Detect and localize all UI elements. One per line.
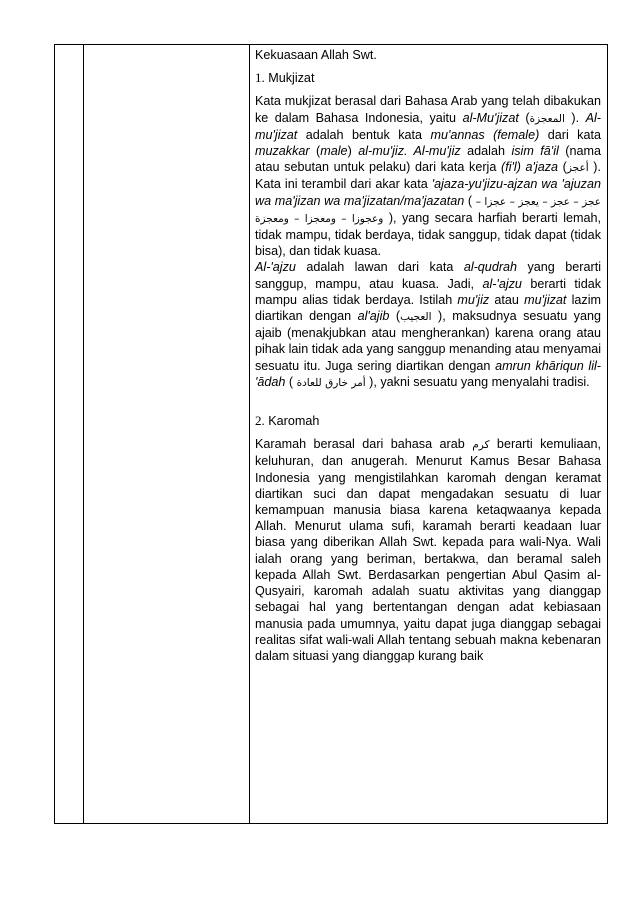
paragraph-karomah-definition [255,436,601,664]
paragraph-mukjizat-definition [255,93,601,259]
italic-term: mu'jiz [457,292,490,307]
italic-term: 'ajaza-yu'jizu-ajzan wa 'ajuzan wa ma'jizan wa ma'jizatan/ma'jazatan [255,177,601,208]
section-heading-karomah [255,413,601,429]
italic-term: Al-'ajzu [255,260,296,275]
italic-term: mu'jizat [524,292,567,307]
text-run: ). Kata ini terambil dari akar kata [255,160,601,192]
arabic-term: المعجزة [529,112,565,125]
text-run: berarti tidak mampu alias tidak berdaya. Istilah [255,276,602,307]
text-run: dari kata [539,127,601,142]
document-table [54,44,608,824]
text-run: yang berarti sanggup, mampu, atau kuasa. Jadi, [255,260,601,291]
text-run: ( [464,193,476,208]
italic-term: male [320,144,348,159]
text-run: ), yakni sesuatu yang menyalahi tradisi. [365,374,590,389]
arabic-term: أعجز [566,162,589,175]
italic-term: al-mu'jiz. Al-mu'jiz [358,144,461,159]
paragraph-al-ajzu [255,259,601,391]
text-run: berarti kemuliaan, keluhuran, dan anugerah. Menurut Kamus Besar Bahasa Indonesia yang mengistilahkan karomah dengan keramat diartikan suci dan dapat mengadakan sesuatu di luar kemampuan manusia biasa karena ketaqwaanya kepada Allah. Menurut ulama sufi, karamah berarti keadaan luar biasa yang diberikan Allah Swt. kepada para wali-Nya. Wali ialah orang yang beriman, bertakwa, dan beramal saleh kepada Allah Swt. Berdasarkan pengertian Abul Qasim al-Qusyairi, karomah adalah suatu aktivitas yang dianggap sebagai hal yang bertentangan dengan adat kebiasaan manusia pada umumnya, yaitu dapat juga dianggap sebagai realitas sifat wali-wali Allah tentang sebuah makna kebenaran dalam situasi yang dianggap kurang baik [255,437,601,663]
column-divider-1 [83,45,84,823]
text-run: adalah [460,144,512,159]
text-run: Karamah berasal dari bahasa arab [255,437,473,452]
section-number: 2. [255,413,265,429]
text-run: (nama atau sebutan untuk pelaku) dari kata kerja [255,144,601,175]
text-run: ( [309,144,321,159]
italic-term: al'ajib [357,309,390,324]
column-divider-2 [249,45,250,823]
section-number: 1. [255,70,265,86]
text-run: adalah lawan dari kata [295,260,464,275]
text-run: ( [558,160,567,175]
text-run: ( [285,374,297,389]
italic-term: mu'annas (female) [430,127,540,142]
text-run: Kata mukjizat berasal dari Bahasa Arab yang telah dibakukan ke dalam Bahasa Indonesia, yaitu [255,94,601,125]
arabic-term: عجز – عجز – يعجز – عجزا – وعجوزا – ومعجزا – ومعجزة [255,195,601,225]
text-run: lazim diartikan dengan [255,292,602,324]
italic-term: (fi'l) a'jaza [501,160,559,175]
text-run: ( [389,309,401,324]
section-title: Mukjizat [268,71,315,86]
italic-term: Al-mu'jizat [255,110,601,142]
section-title: Karomah [268,414,320,429]
text-run: ). [564,110,586,125]
text-run: ), maksudnya sesuatu yang ajaib (menakjubkan atau mengherankan) karena orang atau pihak lain tidak ada yang sanggup menanding atau menyamai sesuatu itu. Juga sering diartikan dengan [255,309,601,373]
italic-term: al-Mu'jizat [462,110,519,125]
italic-term: muzakkar [255,144,310,159]
italic-term: amrun khāriqun lil-'ādah [255,358,602,389]
text-run: ), yang secara harfiah berarti lemah, tidak mampu, tidak berdaya, tidak sanggup, tidak dapat (tidak bisa), dan tidak kuasa. [255,210,601,259]
italic-term: isim fā'il [511,144,559,159]
content-cell [255,47,601,664]
section-heading-mukjizat [255,70,601,86]
intro-line: Kekuasaan Allah Swt. [255,48,377,62]
arabic-term: أمر خارق للعادة [296,376,366,389]
arabic-term: العجيب [400,311,432,324]
text-run: ) [347,144,359,159]
arabic-term: كرم [472,439,490,452]
italic-term: al-qudrah [463,260,518,275]
text-run: atau [489,292,525,307]
italic-term: al-'ajzu [482,276,522,291]
text-run: adalah bentuk kata [297,127,431,142]
text-run: ( [518,110,530,125]
